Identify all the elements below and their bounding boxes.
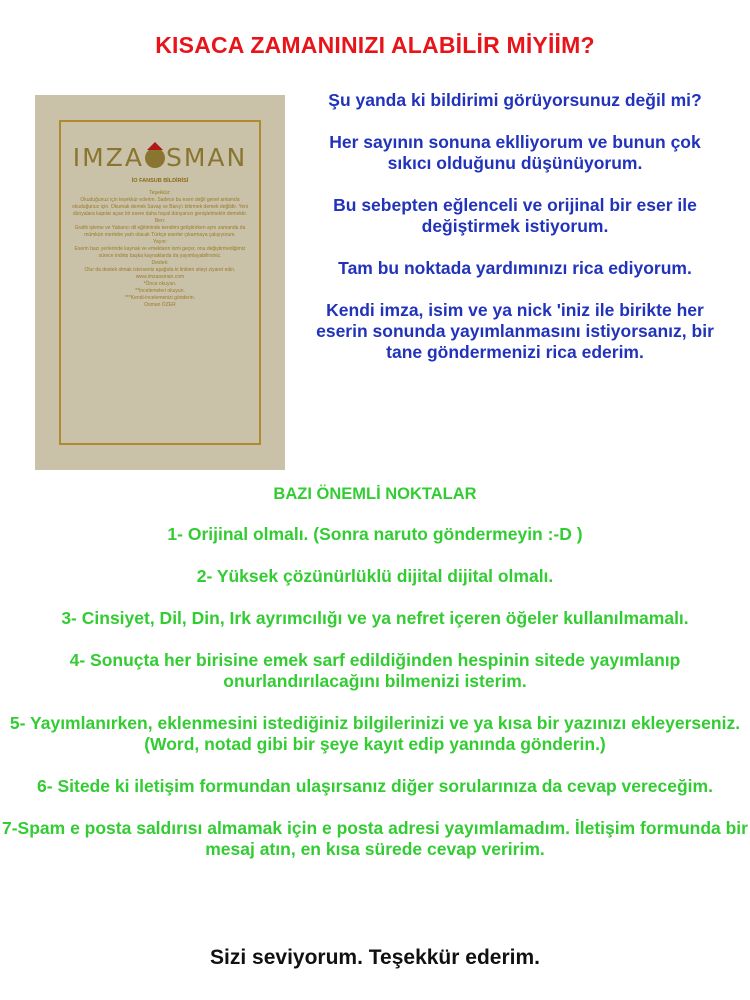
logo-text-right: SMAN [165, 143, 248, 172]
card-subtitle: İO FANSUB BİLDİRİSİ [131, 178, 189, 184]
note-item: 2- Yüksek çözünürlüklü dijital dijital olmalı. [196, 566, 554, 586]
request-paragraph: Bu sebepten eğlenceli ve orijinal bir eser ile değiştirmek istiyorum. [333, 195, 697, 236]
card-frame [59, 120, 261, 445]
request-text-block [315, 90, 715, 384]
logo-text-left: IMZA [72, 143, 144, 172]
note-item: 4- Sonuçta her birisine emek sarf edildiğinden hespinin sitede yayımlanıp onurlandırılacağını bilmenizi isterim. [69, 650, 681, 691]
announcement-card-image [35, 95, 285, 470]
note-item: 5- Yayımlanırken, eklenmesini istediğiniz bilgilerinizi ve ya kısa bir yazınızı ekleyerseniz. (Word, notad gibi bir şeye kayıt edip yanında gönderin.) [9, 713, 741, 754]
request-paragraph: Tam bu noktada yardımınızı rica ediyorum. [338, 258, 692, 278]
note-item: 6- Sitede ki iletişim formundan ulaşırsanız diğer sorularınıza da cevap vereceğim. [37, 776, 713, 796]
note-item: 1- Orijinal olmalı. (Sonra naruto göndermeyin :-D ) [167, 524, 583, 544]
notes-section [0, 484, 750, 881]
request-paragraph: Şu yanda ki bildirimi görüyorsunuz değil mi? [328, 90, 702, 110]
card-body-text: Teşekkür: Okuduğunuz için teşekkür ederim. Sadece bu eseri değil genel anlamda okuduğunuz için. Okumak demek Savaş ve Barış'ı bitirmek demek değildir. Yeni dünyalara kapılar açan bir esere daha hayal dünyanızı genişletmektir demektir. Ben: Grafik işleme ve Yabancı dil eğitiminde kendimi geliştirirken aynı zamanda da mümkün mertebe yarlı olacak Türkçe eserler çıkarmaya çalışıyorum. Yayın: Eserin bazı yerlerinde kaynak ve emektarın ismi geçer, onu değiştirmediğimiz sürece indirip başka kaynaklarda da yayımlayabilirsiniz. Destek: Olur da destek olmak isterseniz aşağıda ki linkten siteyi ziyaret edin. www.imzaosman.com *Önce okuyun. **İncelemeleri okuyun. ***Kendi-incelemenizi gönderin. Osman ÖZER [71, 190, 249, 308]
imzaosman-logo [69, 144, 251, 172]
page-title: KISACA ZAMANINIZI ALABİLİR MİYİİM? [155, 32, 595, 58]
note-item: 3- Cinsiyet, Dil, Din, Irk ayrımcılığı ve ya nefret içeren öğeler kullanılmamalı. [61, 608, 689, 628]
request-paragraph: Her sayının sonuna eklliyorum ve bunun çok sıkıcı olduğunu düşünüyorum. [329, 132, 701, 173]
notes-heading: BAZI ÖNEMLİ NOKTALAR [273, 485, 477, 503]
note-item: 7-Spam e posta saldırısı almamak için e posta adresi yayımlamadım. İletişim formunda bir mesaj atın, en kısa sürede cevap veririm. [2, 818, 748, 859]
closing-line: Sizi seviyorum. Teşekkür ederim. [210, 946, 540, 969]
request-paragraph: Kendi imza, isim ve ya nick 'iniz ile birikte her eserin sonunda yayımlanmasını istiyorsanız, bir tane göndermenizi rica ederim. [316, 300, 714, 362]
logo-face-icon [145, 148, 165, 168]
